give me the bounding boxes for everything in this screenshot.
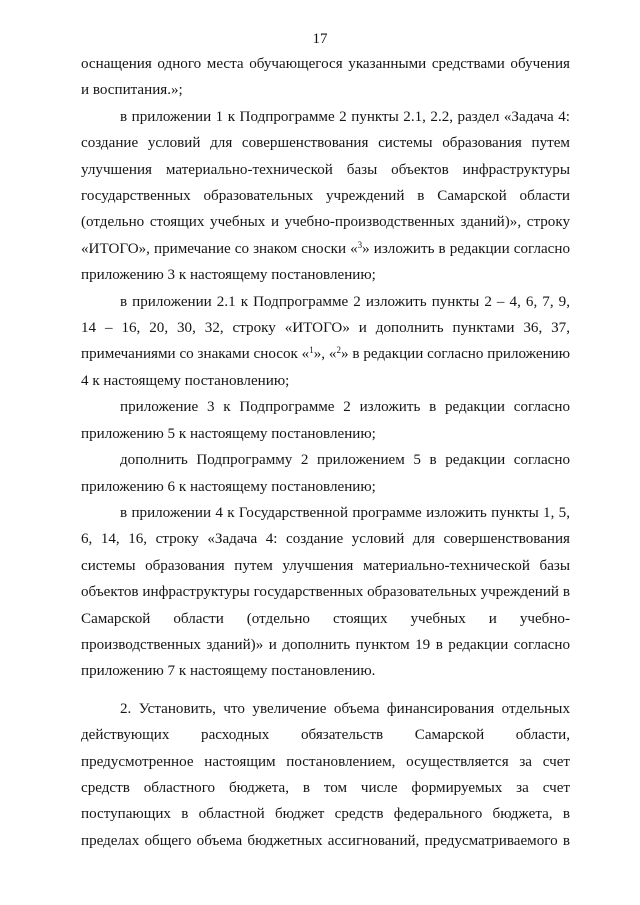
paragraph-3-end: » в редакции согласно приложению 4 к настоящему постановлению; — [81, 346, 571, 389]
paragraph-5: дополнить Подпрограмму 2 приложением 5 в редакции согласно приложению 6 к настоящему постановлению; — [81, 452, 570, 495]
paragraph-6: в приложении 4 к Государственной программе изложить пункты 1, 5, 6, 14, 16, строку «Задача 4: создание условий для совершенствования системы образования путем улучшения материально-технической базы объектов инфраструктуры государственных образовательных учреждений в Самарской области (отдельно стоящих учебных и учебно-производственных зданий)» и дополнить пунктом 19 в редакции согласно приложению 7 к настоящему постановлению. — [81, 504, 570, 680]
paragraph-2-end: » изложить в редакции согласно приложению 3 к настоящему постановлению; — [81, 240, 570, 284]
page-number: 17 — [312, 31, 328, 47]
footnote-mark-1: 1 — [309, 345, 314, 356]
footnote-mark-2: 2 — [336, 345, 341, 356]
paragraph-7: 2. Установить, что увеличение объема финансирования отдельных действующих расходных обязательств Самарской области, предусмотренное настоящим постановлением, осуществляется за счет средств областного бюджета, в том числе формируемых за счет поступающих в областной бюджет средств федерального бюджета, в пределах общего объема бюджетных ассигнований, предусматриваемого в — [81, 700, 570, 849]
paragraph-1: оснащения одного места обучающегося указанными средствами обучения и воспитания.»; — [81, 56, 570, 99]
paragraph-3 — [81, 289, 570, 395]
document-body — [81, 51, 570, 854]
paragraph-2-text: в приложении 1 к Подпрограмме 2 пункты 2.1, 2.2, раздел «Задача 4: создание условий для совершенствования системы образования путем улучшения материально-технической базы объектов инфраструктуры государственных образовательных учреждений в Самарской области (отдельно стоящих учебных и учебно-производственных зданий)», строку «ИТОГО», примечание со знаком сноски « — [81, 108, 570, 257]
paragraph-2 — [81, 104, 570, 289]
paragraph-3-text: в приложении 2.1 к Подпрограмме 2 изложить пункты 2 – 4, 6, 7, 9, 14 – 16, 20, 30, 32, строку «ИТОГО» и дополнить пунктами 36, 37, примечаниями со знаками сносок « — [81, 293, 570, 363]
footnote-mark-3: 3 — [357, 239, 363, 250]
paragraph-3-mid: », « — [313, 346, 337, 363]
paragraph-4: приложение 3 к Подпрограмме 2 изложить в редакции согласно приложению 5 к настоящему постановлению; — [81, 399, 570, 442]
